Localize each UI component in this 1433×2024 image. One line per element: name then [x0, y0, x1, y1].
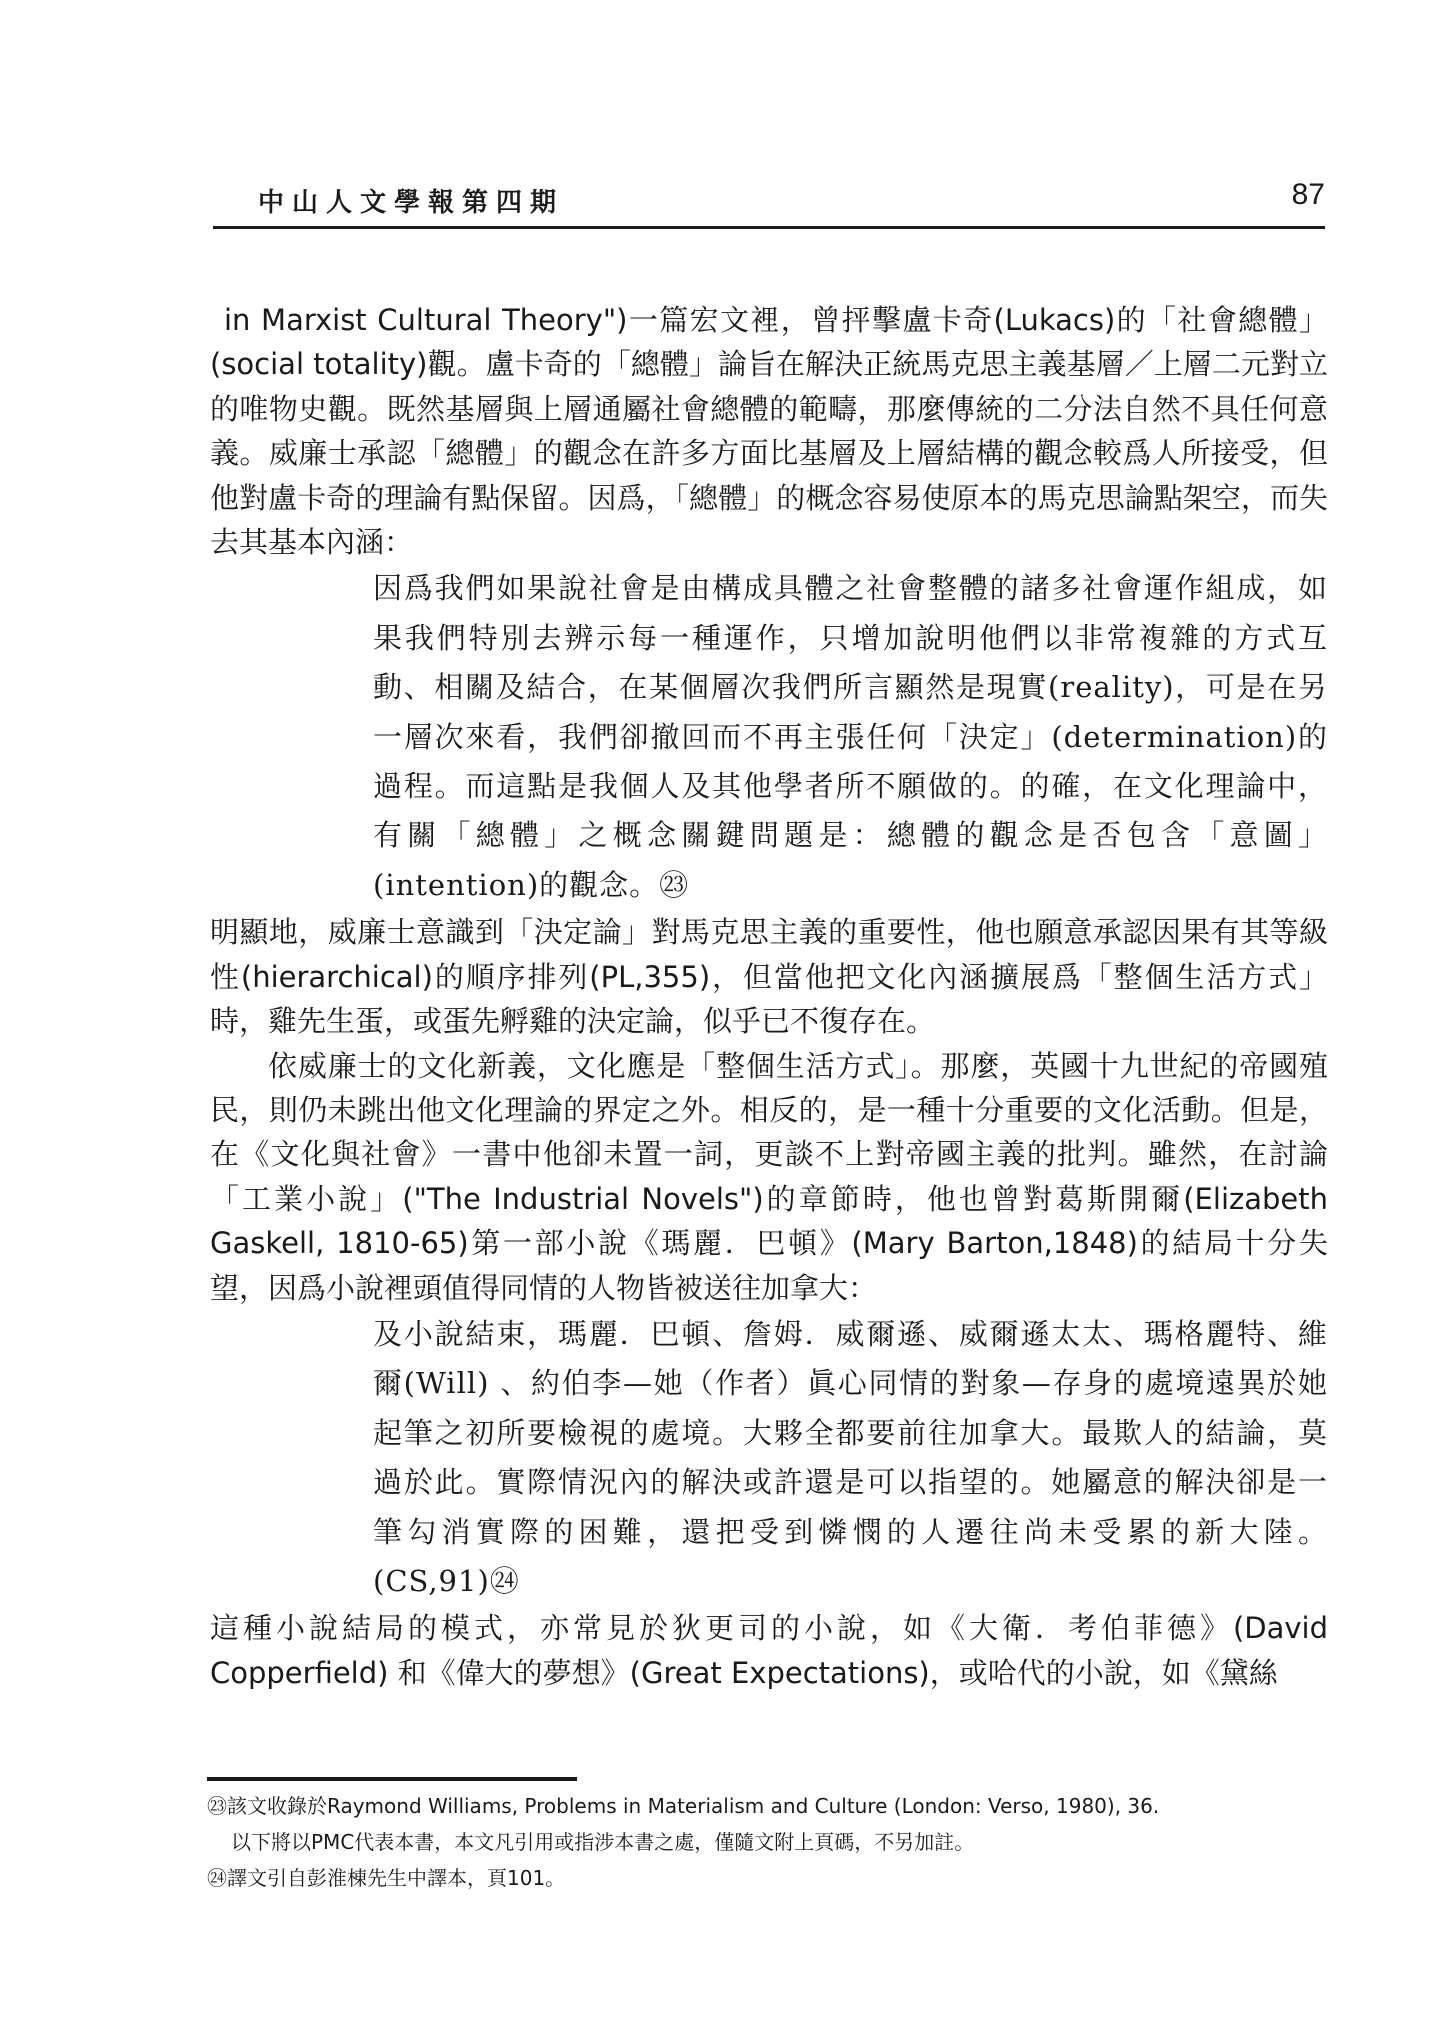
block-quote-2: 及小說結束，瑪麗．巴頓、詹姆．威爾遜、威爾遜太太、瑪格麗特、維爾(Will) 、約伯李—她（作者）眞心同情的對象—存身的處境遠異於她起筆之初所要檢視的處境。大夥全都要前往加拿大。最欺人的結論，莫過於此。實際情況內的解決或許還是可以指望的。她屬意的解決卻是一筆勾消實際的困難，還把受到憐憫的人遷往尚未受累的新大陸。(CS,91)㉔ [373, 1316, 1328, 1598]
footnote-23-continuation: 以下將以PMC代表本書，本文凡引用或指涉本書之處，僅隨文附上頁碼，不另加註。 [231, 1830, 975, 1854]
paragraph-1: in Marxist Cultural Theory")一篇宏文裡，曾抨擊盧卡奇(Lukacs)的「社會總體」(social totality)觀。盧卡奇的「總體」論旨在解決正統馬克思主義基層／上層二元對立的唯物史觀。既然基層與上層通屬社會總體的範疇，那麼傳統的二分法自然不具任何意義。威廉士承認「總體」的觀念在許多方面比基層及上層結構的觀念較爲人所接受，但他對盧卡奇的理論有點保留。因爲，「總體」的概念容易使原本的馬克思論點架空，而失去其基本內涵： [210, 303, 1328, 560]
footnote-23: ㉓該文收錄於Raymond Williams, Problems in Materialism and Culture (London: Verso, 1980), 36. [207, 1794, 1160, 1818]
footnote-24: ㉔譯文引自彭淮棟先生中譯本，頁101。 [207, 1866, 566, 1890]
footnotes [207, 1788, 1327, 1896]
paragraph-4: 這種小說結局的模式，亦常見於狄更司的小說，如《大衛．考伯菲德》(David Copperfield) 和《偉大的夢想》(Great Expectations)，或哈代的小說，如《黛絲 [210, 1611, 1328, 1690]
main-text [210, 298, 1328, 1695]
page-number: 87 [1291, 178, 1325, 211]
journal-title: 中山人文學報第四期 [258, 188, 565, 218]
paragraph-3: 依威廉士的文化新義，文化應是「整個生活方式」。那麼，英國十九世紀的帝國殖民，則仍未跳出他文化理論的界定之外。相反的，是一種十分重要的文化活動。但是，在《文化與社會》一書中他卻未置一詞，更談不上對帝國主義的批判。雖然，在討論「工業小說」("The Industrial Novels")的章節時，他也曾對葛斯開爾(Elizabeth Gaskell, 1810-65)第一部小說《瑪麗．巴頓》(Mary Barton,1848)的結局十分失望，因爲小說裡頭值得同情的人物皆被送往加拿大： [210, 1048, 1328, 1305]
footnote-separator [207, 1777, 577, 1781]
paragraph-2: 明顯地，威廉士意識到「決定論」對馬克思主義的重要性，他也願意承認因果有其等級性(hierarchical)的順序排列(PL,355)，但當他把文化內涵擴展爲「整個生活方式」時，雞先生蛋，或蛋先孵雞的決定論，似乎已不復存在。 [210, 915, 1328, 1039]
block-quote-1: 因爲我們如果說社會是由構成具體之社會整體的諸多社會運作組成，如果我們特別去辨示每一種運作，只增加說明他們以非常複雜的方式互動、相關及結合，在某個層次我們所言顯然是現實(reality)，可是在另一層次來看，我們卻撤回而不再主張任何「決定」(determination)的過程。而這點是我個人及其他學者所不願做的。的確，在文化理論中，有關「總體」之概念關鍵問題是：總體的觀念是否包含「意圖」(intention)的觀念。㉓ [373, 571, 1328, 902]
running-header [213, 178, 1325, 229]
